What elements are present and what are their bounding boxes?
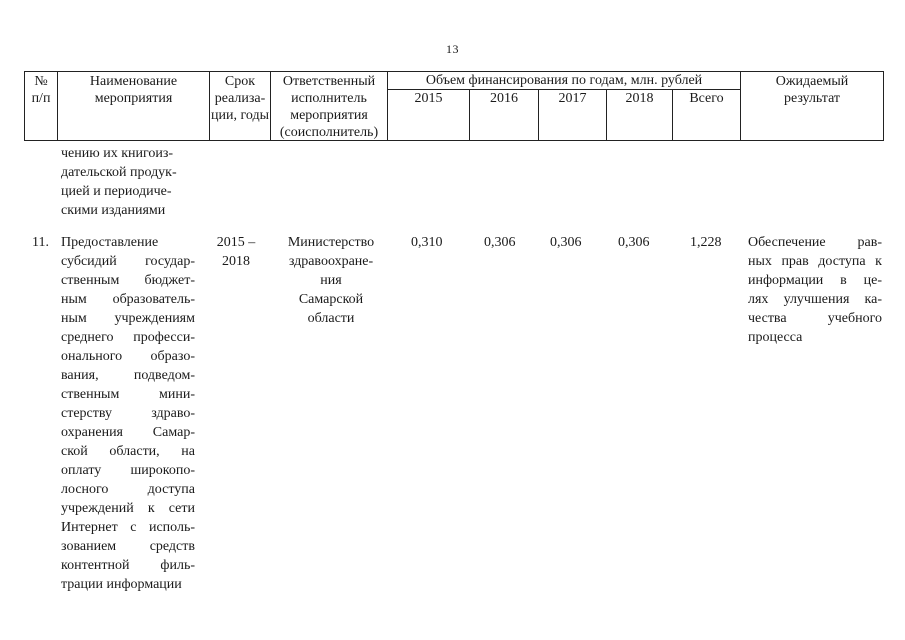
table-header xyxy=(24,71,884,141)
header-term: Срок реализа- ции, годы xyxy=(211,74,269,123)
page-number: 13 xyxy=(446,42,459,56)
value-2016: 0,306 xyxy=(484,235,516,250)
value-total: 1,228 xyxy=(690,235,722,250)
text-line: Интернет с исполь- xyxy=(61,520,195,535)
header-year-2016: 2016 xyxy=(490,91,518,106)
header-year-2015: 2015 xyxy=(414,91,443,106)
text-line: ным учреждениям xyxy=(61,311,195,326)
text-line: оплату широкопо- xyxy=(61,463,195,478)
header-number: № п/п xyxy=(31,74,51,106)
row-result xyxy=(748,233,882,347)
text-line: процесса xyxy=(748,330,803,345)
text-line: ственным бюджет- xyxy=(61,273,195,288)
text-line: ской области, на xyxy=(61,444,195,459)
text-line: охранения Самар- xyxy=(61,425,195,440)
text-line: лосного доступа xyxy=(61,482,195,497)
text-line: трации информации xyxy=(61,577,182,592)
text-line: учреждений к сети xyxy=(61,501,195,516)
header-name: Наименование мероприятия xyxy=(89,74,178,106)
continuation-name: чению их книгоиз- дательской продук- цией и периодиче- скими изданиями xyxy=(61,144,196,220)
text-line: вания, подведом- xyxy=(61,368,195,383)
header-year-2017: 2017 xyxy=(558,91,587,106)
text-line: субсидий государ- xyxy=(61,254,195,269)
row-name xyxy=(61,233,195,594)
text-line: Обеспечение рав- xyxy=(748,235,882,250)
header-total: Всего xyxy=(689,91,724,106)
text-line: зованием средств xyxy=(61,539,195,554)
text-line: Предоставление xyxy=(61,235,159,250)
text-line: ным образователь- xyxy=(61,292,195,307)
text-line: чества учебного xyxy=(748,311,882,326)
text-line: среднего професси- xyxy=(61,330,195,345)
header-funding: Объем финансирования по годам, млн. рублей xyxy=(425,73,703,88)
value-2015: 0,310 xyxy=(411,235,443,250)
text-line: контентной филь- xyxy=(61,558,195,573)
text-line: информации в це- xyxy=(748,273,882,288)
text-line: онального образо- xyxy=(61,349,195,364)
header-result: Ожидаемый результат xyxy=(775,74,849,106)
value-2018: 0,306 xyxy=(618,235,650,250)
row-responsible: Министерство здравоохране- ния Самарской области xyxy=(287,235,375,326)
continuation-line: чению их книгоиз- xyxy=(61,146,174,161)
text-line: ных прав доступа к xyxy=(748,254,882,269)
text-line: стерству здраво- xyxy=(61,406,195,421)
header-responsible: Ответственный исполнитель мероприятия (соисполнитель) xyxy=(279,74,379,140)
header-year-2018: 2018 xyxy=(625,91,654,106)
row-number: 11. xyxy=(32,235,49,250)
text-line: лях улучшения ка- xyxy=(748,292,882,307)
text-line: ственным мини- xyxy=(61,387,195,402)
row-term: 2015 – 2018 xyxy=(216,235,256,269)
value-2017: 0,306 xyxy=(550,235,582,250)
